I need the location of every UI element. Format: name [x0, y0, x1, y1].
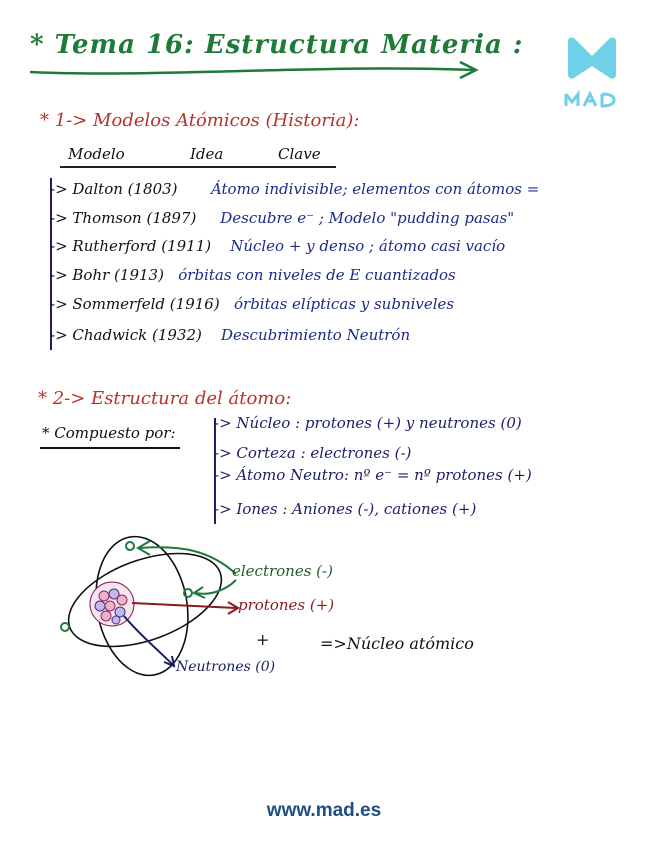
neutrons-label: Neutrones (0) [176, 659, 276, 675]
nucleus-label: =>Núcleo atómico [320, 634, 474, 653]
col-header-key: Clave [278, 145, 321, 163]
protons-label: protones (+) [238, 596, 335, 614]
footer-link[interactable]: www.mad.es [266, 800, 382, 821]
page-title: * Tema 16: Estructura Materia : [30, 30, 524, 60]
model-idea: Núcleo + y denso ; átomo casi vacío [230, 237, 506, 255]
model-idea: órbitas con niveles de E cuantizados [178, 266, 456, 284]
model-idea: Descubrimiento Neutrón [220, 326, 411, 344]
structure-item: -> Átomo Neutro: nº e⁻ = nº protones (+) [214, 466, 532, 484]
section2-heading: * 2-> Estructura del átomo: [38, 388, 292, 409]
model-name: -> Thomson (1897) [50, 209, 197, 227]
electrons-label: electrones (-) [232, 562, 333, 580]
structure-item: -> Corteza : electrones (-) [214, 444, 412, 462]
section1-heading: * 1-> Modelos Atómicos (Historia): [40, 110, 360, 131]
plus-sign: + [256, 630, 270, 649]
composed-label: * Compuesto por: [42, 424, 176, 442]
col-header-model: Modelo [68, 145, 125, 163]
model-name: -> Chadwick (1932) [50, 326, 202, 344]
model-idea: órbitas elípticas y subniveles [234, 295, 455, 313]
structure-item: -> Núcleo : protones (+) y neutrones (0) [214, 414, 522, 432]
model-name: -> Rutherford (1911) [50, 237, 212, 255]
model-name: -> Bohr (1913) [50, 266, 164, 284]
model-name: -> Sommerfeld (1916) [50, 295, 220, 313]
model-name: -> Dalton (1803) [50, 180, 178, 198]
model-idea: Átomo indivisible; elementos con átomos = [210, 180, 540, 198]
model-idea: Descubre e⁻ ; Modelo "pudding pasas" [220, 209, 515, 227]
structure-item: -> Iones : Aniones (-), cationes (+) [214, 500, 477, 518]
col-header-idea: Idea [190, 145, 224, 163]
